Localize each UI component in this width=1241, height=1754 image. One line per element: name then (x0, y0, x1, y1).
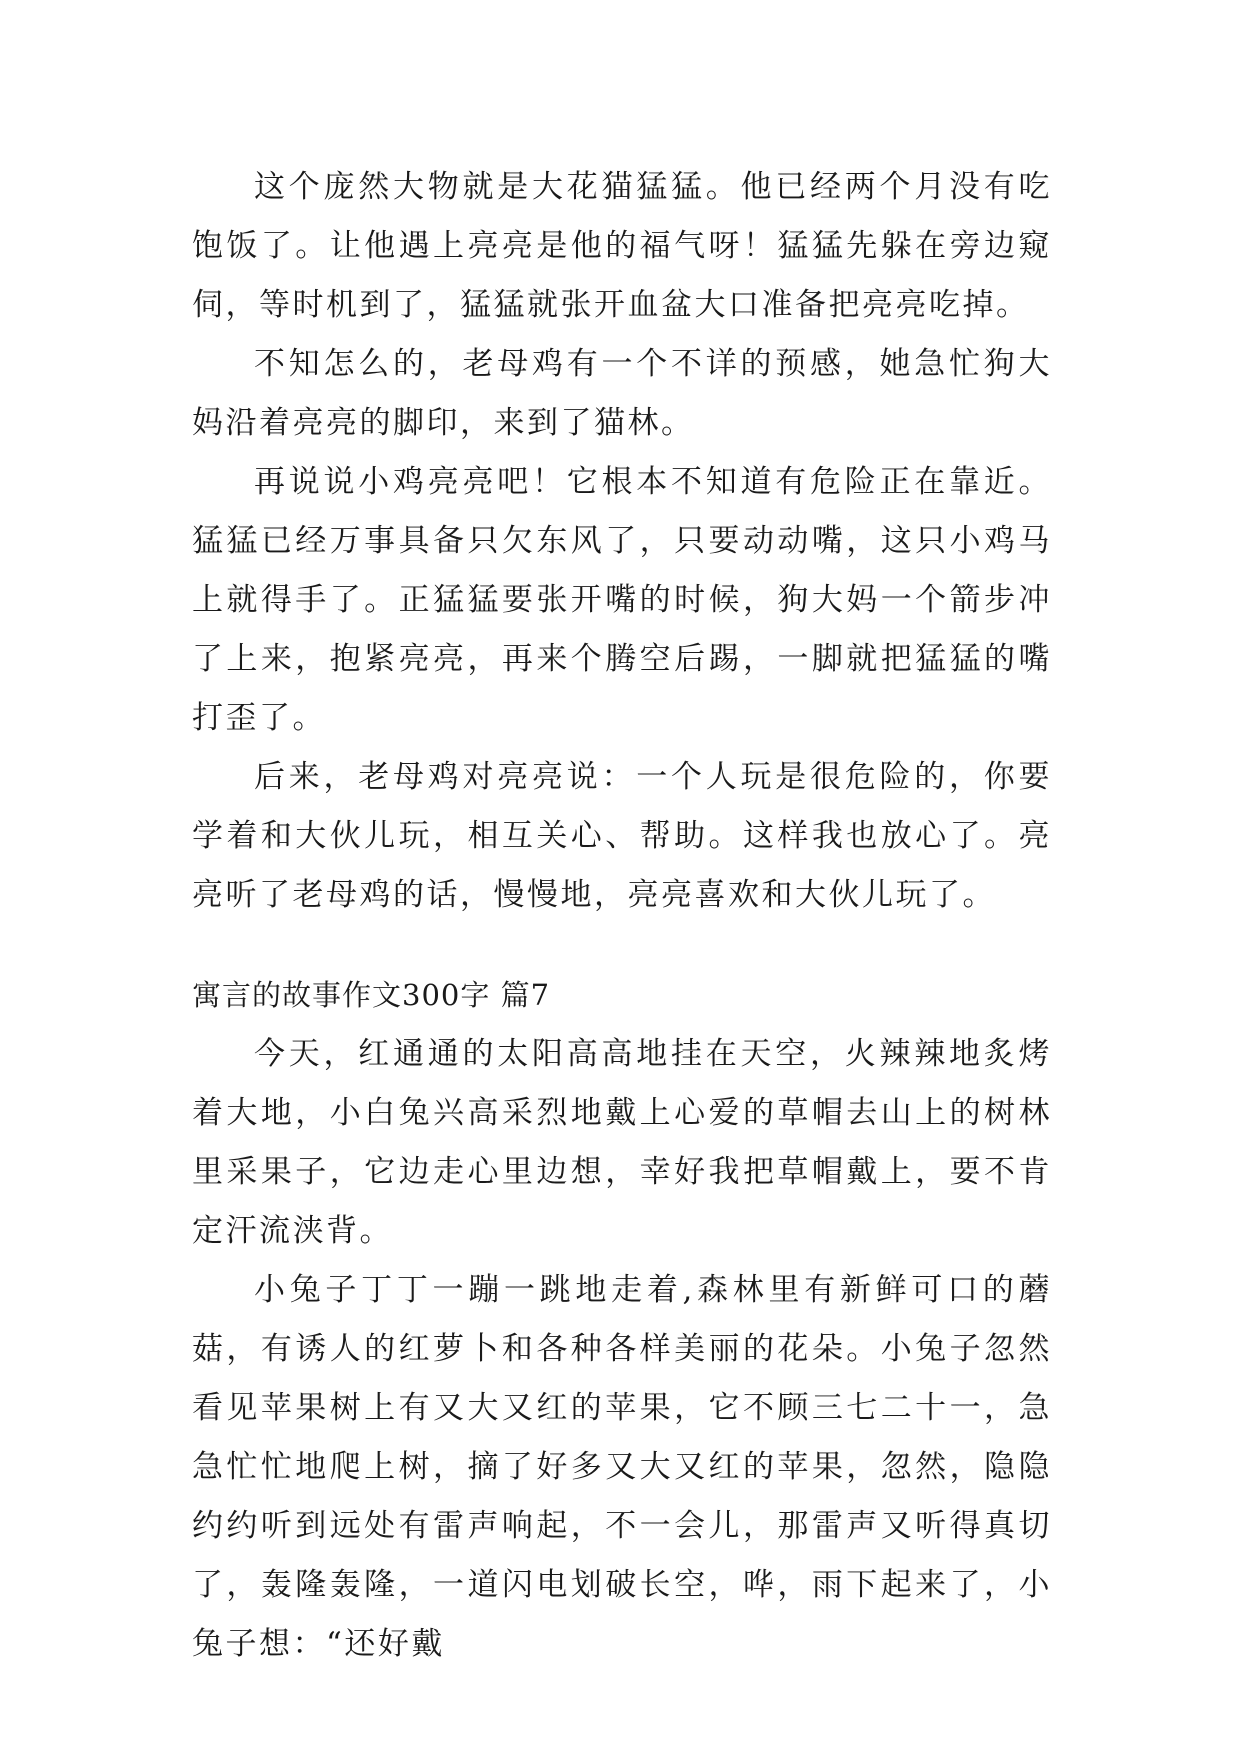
document-body (192, 158, 1052, 1674)
paragraph: 小兔子丁丁一蹦一跳地走着,森林里有新鲜可口的蘑菇，有诱人的红萝卜和各种各样美丽的花朵。小兔子忽然看见苹果树上有又大又红的苹果，它不顾三七二十一，急急忙忙地爬上树，摘了好多又大又红的苹果，忽然，隐隐约约听到远处有雷声响起，不一会儿，那雷声又听得真切了，轰隆轰隆，一道闪电划破长空，哗，雨下起来了，小兔子想：“还好戴 (192, 1272, 1052, 1662)
paragraph: 这个庞然大物就是大花猫猛猛。他已经两个月没有吃饱饭了。让他遇上亮亮是他的福气呀！猛猛先躲在旁边窥伺，等时机到了，猛猛就张开血盆大口准备把亮亮吃掉。 (192, 169, 1052, 323)
paragraph: 不知怎么的，老母鸡有一个不详的预感，她急忙狗大妈沿着亮亮的脚印，来到了猫林。 (192, 346, 1052, 441)
section-heading: 寓言的故事作文300字 篇7 (192, 978, 551, 1012)
paragraph: 后来，老母鸡对亮亮说：一个人玩是很危险的，你要学着和大伙儿玩，相互关心、帮助。这样我也放心了。亮亮听了老母鸡的话，慢慢地，亮亮喜欢和大伙儿玩了。 (192, 759, 1052, 913)
paragraph: 今天，红通通的太阳高高地挂在天空，火辣辣地炙烤着大地，小白兔兴高采烈地戴上心爱的草帽去山上的树林里采果子，它边走心里边想，幸好我把草帽戴上，要不肯定汗流浃背。 (192, 1036, 1052, 1249)
paragraph: 再说说小鸡亮亮吧！它根本不知道有危险正在靠近。猛猛已经万事具备只欠东风了，只要动动嘴，这只小鸡马上就得手了。正猛猛要张开嘴的时候，狗大妈一个箭步冲了上来，抱紧亮亮，再来个腾空后踢，一脚就把猛猛的嘴打歪了。 (192, 464, 1052, 736)
